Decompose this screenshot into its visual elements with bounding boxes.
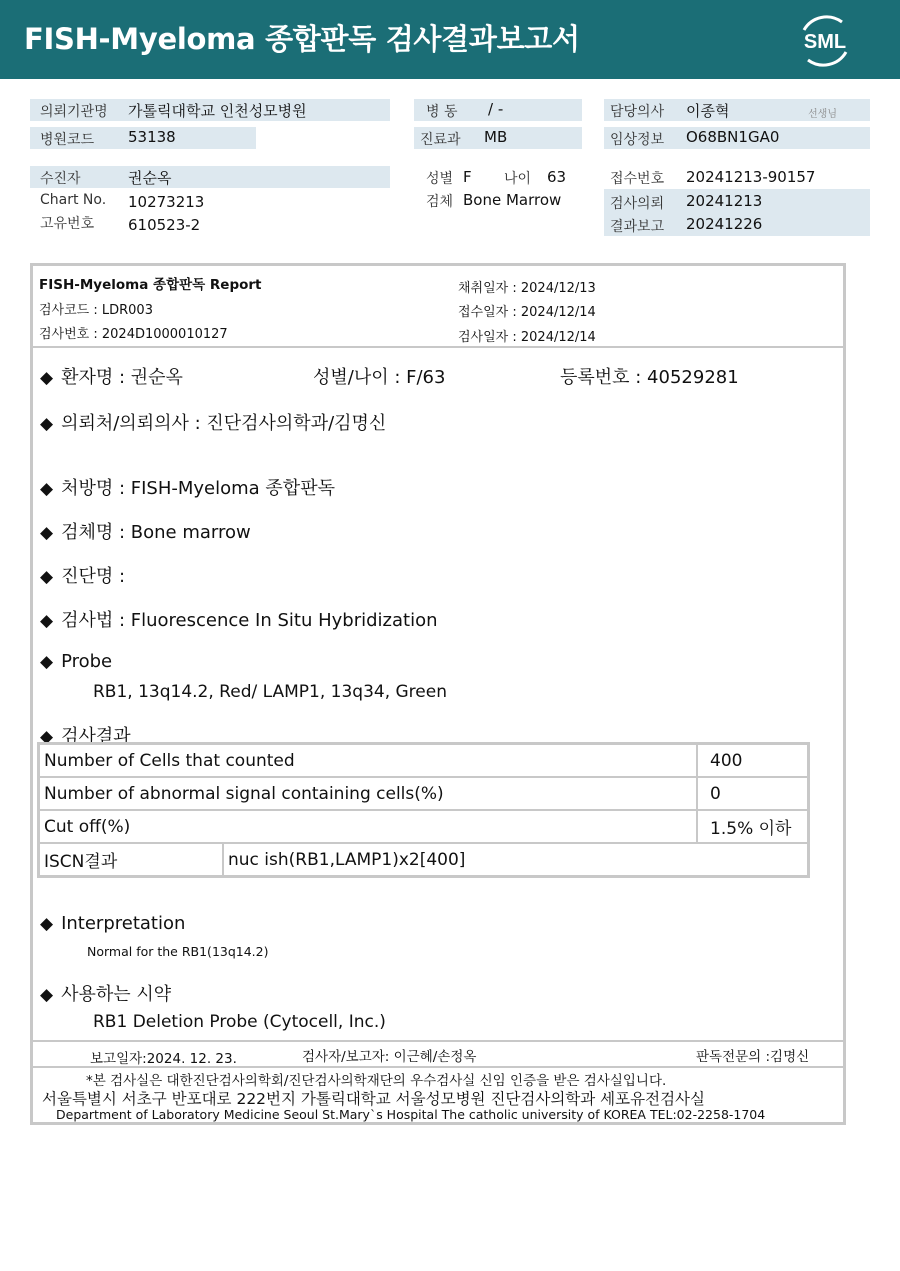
patient-name-line: ◆ 환자명 : 권순옥 <box>40 367 183 388</box>
chart-no-label: Chart No. <box>40 192 107 208</box>
table-row <box>39 744 809 778</box>
sex-label: 성별 <box>426 171 454 187</box>
collect-date: 채취일자 : 2024/12/13 <box>458 281 596 296</box>
page-title: FISH-Myeloma 종합판독 검사결과보고서 <box>24 22 580 56</box>
abnormal-cells-value: 0 <box>697 777 808 810</box>
results-table <box>37 742 810 878</box>
reagent-detail: RB1 Deletion Probe (Cytocell, Inc.) <box>93 1012 386 1032</box>
registration-number: 등록번호 : 40529281 <box>560 367 739 388</box>
age-value: 63 <box>547 168 567 186</box>
specimen-label: 검체 <box>426 194 454 210</box>
probe-detail: RB1, 13q14.2, Red/ LAMP1, 13q34, Green <box>93 682 447 702</box>
diagnosis-line: ◆ 진단명 : <box>40 566 126 587</box>
table-row <box>39 843 809 877</box>
chart-no-value: 10273213 <box>128 193 205 211</box>
doctor-suffix: 선생님 <box>808 109 837 120</box>
table-row <box>39 810 809 843</box>
interpretation-heading: ◆ Interpretation <box>40 913 186 934</box>
doctor-label: 담당의사 <box>610 104 665 120</box>
reagent-heading: ◆ 사용하는 시약 <box>40 984 172 1005</box>
report-date-value: 20241226 <box>686 215 763 233</box>
receipt-no-value: 20241213-90157 <box>686 168 816 186</box>
interpretation-detail: Normal for the RB1(13q14.2) <box>87 944 269 959</box>
referrer-line: ◆ 의뢰처/의뢰의사 : 진단검사의학과/김명신 <box>40 413 387 434</box>
request-date-value: 20241213 <box>686 192 763 210</box>
examiner: 검사자/보고자: 이근혜/손정옥 <box>302 1049 477 1065</box>
ward-value: / - <box>488 100 504 118</box>
doctor-value: 이종혁 <box>686 102 730 120</box>
lab-address: 서울특별시 서초구 반포대로 222번지 가톨릭대학교 서울성모병원 진단검사의학과 세포유전검사실 <box>42 1090 705 1108</box>
specimen-value: Bone Marrow <box>463 191 562 209</box>
iscn-value: nuc ish(RB1,LAMP1)x2[400] <box>223 843 809 877</box>
exam-date: 검사일자 : 2024/12/14 <box>458 330 596 345</box>
specialist: 판독전문의 :김명신 <box>696 1049 810 1065</box>
result-heading: ◆ 검사결과 <box>40 726 131 747</box>
iscn-label: ISCN결과 <box>39 843 224 877</box>
receive-date: 접수일자 : 2024/12/14 <box>458 305 596 320</box>
report-date-label: 결과보고 <box>610 219 665 235</box>
cutoff-label: Cut off(%) <box>39 810 698 843</box>
dept-value: MB <box>484 128 508 146</box>
method-line: ◆ 검사법 : Fluorescence In Situ Hybridization <box>40 610 438 631</box>
table-row <box>39 777 809 810</box>
institution-label: 의뢰기관명 <box>40 104 108 120</box>
patient-label: 수진자 <box>40 171 81 187</box>
unique-no-label: 고유번호 <box>40 216 95 232</box>
report-title: FISH-Myeloma 종합판독 Report <box>39 277 262 293</box>
hospital-code-label: 병원코드 <box>40 132 95 148</box>
unique-no-value: 610523-2 <box>128 216 201 234</box>
request-date-label: 검사의뢰 <box>610 196 665 212</box>
institution-value: 가톨릭대학교 인천성모병원 <box>128 102 307 120</box>
abnormal-cells-label: Number of abnormal signal containing cells(%) <box>39 777 698 810</box>
department-english: Department of Laboratory Medicine Seoul St.Mary`s Hospital The catholic university of KOREA TEL:02-2258-1704 <box>56 1107 766 1122</box>
receipt-no-label: 접수번호 <box>610 171 665 187</box>
test-number: 검사번호 : 2024D1000010127 <box>39 327 228 342</box>
cells-counted-value: 400 <box>697 744 808 778</box>
sex-age-line: 성별/나이 : F/63 <box>313 367 446 388</box>
ward-label: 병 동 <box>426 104 458 120</box>
clinical-info-value: O68BN1GA0 <box>686 128 780 146</box>
certification-note: *본 검사실은 대한진단검사의학회/진단검사의학재단의 우수검사실 신임 인증을 받은 검사실입니다. <box>86 1073 667 1089</box>
logo-text: SML <box>803 31 847 53</box>
cells-counted-label: Number of Cells that counted <box>39 744 698 778</box>
patient-value: 권순옥 <box>128 169 172 187</box>
age-label: 나이 <box>504 171 532 187</box>
sex-value: F <box>463 168 472 186</box>
test-code: 검사코드 : LDR003 <box>39 303 153 318</box>
prescription-line: ◆ 처방명 : FISH-Myeloma 종합판독 <box>40 478 335 499</box>
report-date: 보고일자:2024. 12. 23. <box>90 1051 237 1067</box>
cutoff-value: 1.5% 이하 <box>697 810 808 843</box>
clinical-info-label: 임상정보 <box>610 132 665 148</box>
probe-heading: ◆ Probe <box>40 651 113 672</box>
specimen-line: ◆ 검체명 : Bone marrow <box>40 522 251 543</box>
dept-label: 진료과 <box>420 132 461 148</box>
hospital-code-value: 53138 <box>128 128 176 146</box>
sml-logo <box>796 12 854 70</box>
